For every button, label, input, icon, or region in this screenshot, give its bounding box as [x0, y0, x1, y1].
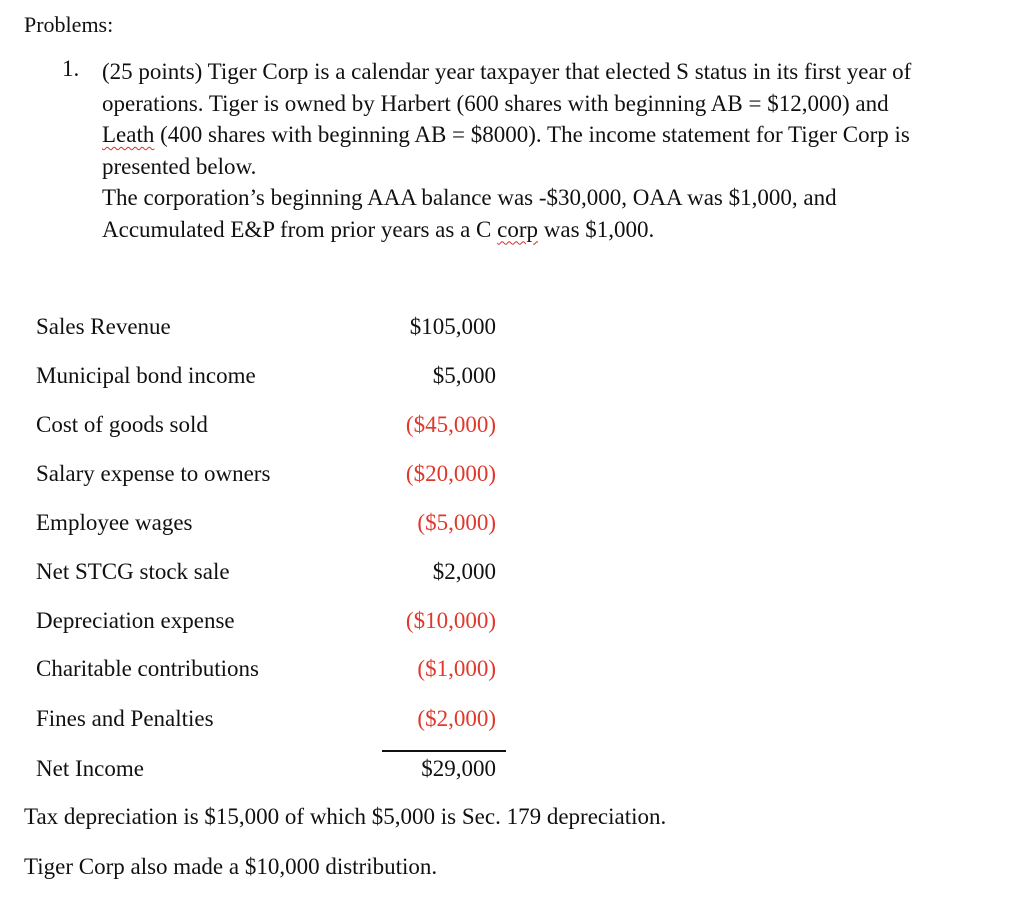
problem-line: (25 points) Tiger Corp is a calendar year taxpayer that elected S status in its first year of: [102, 59, 912, 84]
row-amount-negative: ($5,000): [417, 510, 496, 535]
row-label: Depreciation expense: [36, 608, 235, 633]
spellcheck-word-corp: corp: [497, 216, 539, 242]
statement-row-employee-wages: [36, 510, 496, 544]
statement-row-cost-of-goods-sold: [36, 412, 496, 446]
spellcheck-word-leath: Leath: [102, 122, 155, 147]
problem-line: The corporation’s beginning AAA balance was -$30,000, OAA was $1,000, and: [102, 185, 837, 210]
row-amount: $5,000: [432, 363, 496, 388]
note-distribution: Tiger Corp also made a $10,000 distribution.: [24, 854, 438, 879]
problem-line: Leath (400 shares with beginning AB = $8000). The income statement for Tiger Corp is: [102, 122, 910, 147]
statement-row-fines-penalties: [36, 706, 496, 740]
problem-line: presented below.: [102, 153, 257, 179]
problem-text: [102, 56, 1022, 245]
row-amount-negative: ($20,000): [405, 461, 496, 486]
row-label: Sales Revenue: [36, 314, 171, 339]
row-amount: $105,000: [409, 314, 496, 339]
row-label: Cost of goods sold: [36, 412, 208, 437]
row-amount-negative: ($1,000): [417, 656, 496, 681]
row-label: Net STCG stock sale: [36, 559, 230, 584]
page-heading: Problems:: [24, 12, 114, 37]
note-tax-depreciation: Tax depreciation is $15,000 of which $5,000 is Sec. 179 depreciation.: [24, 804, 667, 829]
row-amount: $2,000: [432, 559, 496, 584]
total-amount: $29,000: [421, 756, 496, 781]
row-label: Employee wages: [36, 510, 193, 535]
row-amount-negative: ($45,000): [405, 412, 496, 437]
problem-line: operations. Tiger is owned by Harbert (600 shares with beginning AB = $12,000) and: [102, 90, 889, 116]
statement-row-sales-revenue: [36, 314, 496, 348]
row-label: Salary expense to owners: [36, 461, 271, 486]
statement-row-depreciation: [36, 608, 496, 642]
statement-row-charitable-contributions: [36, 656, 496, 690]
statement-row-net-income: [36, 756, 496, 790]
row-label: Charitable contributions: [36, 656, 259, 681]
statement-row-salary-expense: [36, 461, 496, 495]
row-amount-negative: ($10,000): [405, 608, 496, 633]
total-divider: [382, 750, 506, 752]
problem-line: Accumulated E&P from prior years as a C corp was $1,000.: [102, 216, 655, 242]
row-label: Municipal bond income: [36, 363, 256, 388]
row-label: Fines and Penalties: [36, 706, 214, 731]
row-amount-negative: ($2,000): [417, 706, 496, 731]
total-label: Net Income: [36, 756, 144, 781]
statement-row-municipal-bond-income: [36, 363, 496, 397]
problem-number: 1.: [62, 56, 80, 81]
statement-row-net-stcg: [36, 559, 496, 593]
